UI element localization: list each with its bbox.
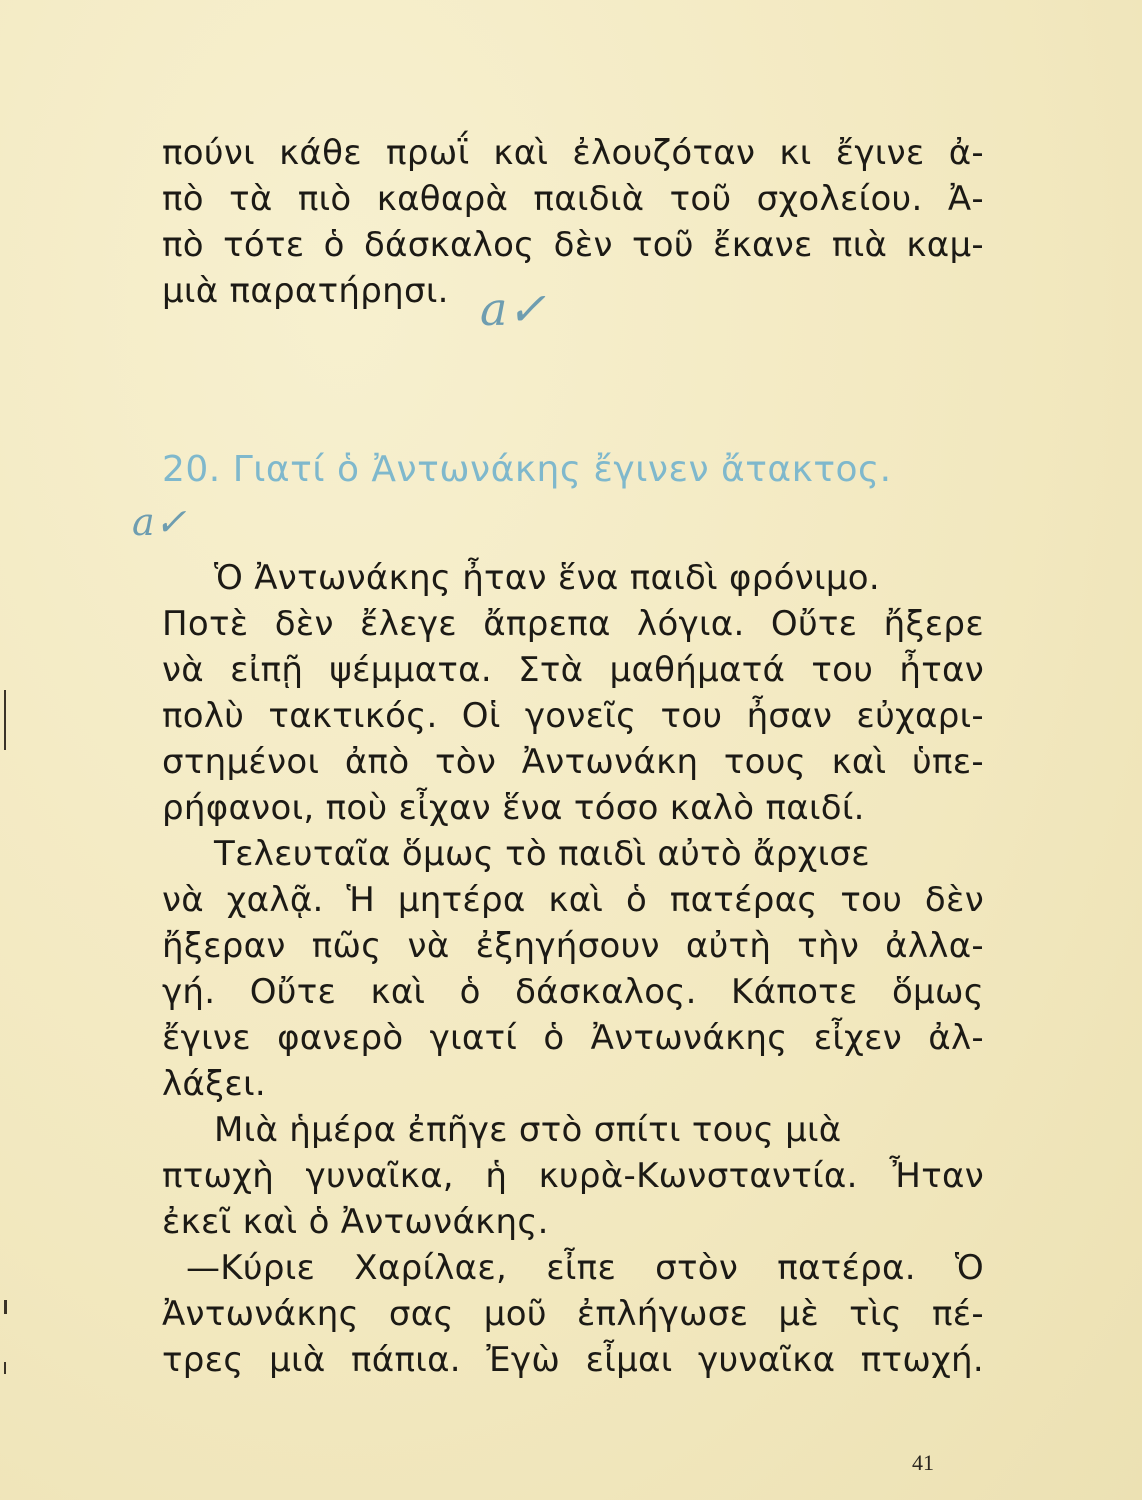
text-line: μιὰ παρατήρησι. — [162, 271, 449, 311]
text-line: ρήφανοι, ποὺ εἶχαν ἕνα τόσο καλὸ παιδί. — [162, 788, 865, 828]
margin-mark — [4, 690, 6, 750]
text-line: πολὺ τακτικός. Οἱ γονεῖς του ἦσαν εὐχαρι- — [162, 696, 984, 736]
text-line: ἔγινε φανερὸ γιατί ὁ Ἀντωνάκης εἶχεν ἀλ- — [162, 1018, 984, 1058]
text-line: πούνι κάθε πρωΐ καὶ ἐλουζόταν κι ἔγινε ἀ- — [162, 133, 984, 173]
margin-mark — [4, 1362, 6, 1374]
text-line: Ἀντωνάκης σας μοῦ ἐπλήγωσε μὲ τὶς πέ- — [162, 1294, 984, 1334]
text-line: λάξει. — [162, 1064, 266, 1104]
paragraph-1 — [162, 555, 984, 831]
text-line: πτωχὴ γυναῖκα, ἡ κυρὰ-Κωνσταντία. Ἦταν — [162, 1156, 984, 1196]
text-line: Ποτὲ δὲν ἔλεγε ἄπρεπα λόγια. Οὔτε ἤξερε — [162, 604, 984, 644]
pencil-check-mark: a✓ — [480, 282, 546, 336]
page-number: 41 — [912, 1450, 934, 1475]
paragraph-4 — [162, 1245, 984, 1383]
text-line: στημένοι ἀπὸ τὸν Ἀντωνάκη τους καὶ ὑπε- — [162, 742, 984, 782]
text-line: πὸ τότε ὁ δάσκαλος δὲν τοῦ ἔκανε πιὰ καμ- — [162, 225, 984, 265]
text-line: Μιὰ ἡμέρα ἐπῆγε στὸ σπίτι τους μιὰ — [214, 1110, 842, 1150]
pencil-check-mark: a✓ — [132, 500, 187, 544]
margin-mark — [4, 1300, 7, 1314]
text-line: Ὁ Ἀντωνάκης ἦταν ἕνα παιδὶ φρόνιμο. — [214, 558, 880, 598]
text-line: νὰ εἰπῇ ψέμματα. Στὰ μαθήματά του ἦταν — [162, 650, 984, 690]
paragraph-2 — [162, 831, 984, 1107]
text-line: πὸ τὰ πιὸ καθαρὰ παιδιὰ τοῦ σχολείου. Ἀ- — [162, 179, 984, 219]
paragraph-3 — [162, 1107, 984, 1245]
chapter-heading: 20. Γιατί ὁ Ἀντωνάκης ἔγινεν ἄτακτος. — [162, 449, 892, 490]
text-line: —Κύριε Χαρίλαε, εἶπε στὸν πατέρα. Ὁ — [186, 1248, 984, 1288]
text-line: ἤξεραν πῶς νὰ ἐξηγήσουν αὐτὴ τὴν ἀλλα- — [162, 926, 984, 966]
text-line: νὰ χαλᾷ. Ἡ μητέρα καὶ ὁ πατέρας του δὲν — [162, 880, 984, 920]
text-line: τρες μιὰ πάπια. Ἐγὼ εἶμαι γυναῖκα πτωχή. — [162, 1340, 984, 1380]
text-line: Τελευταῖα ὅμως τὸ παιδὶ αὐτὸ ἄρχισε — [214, 834, 870, 874]
text-line: γή. Οὔτε καὶ ὁ δάσκαλος. Κάποτε ὅμως — [162, 972, 984, 1012]
top-paragraph — [162, 130, 984, 314]
text-line: ἐκεῖ καὶ ὁ Ἀντωνάκης. — [162, 1202, 549, 1242]
